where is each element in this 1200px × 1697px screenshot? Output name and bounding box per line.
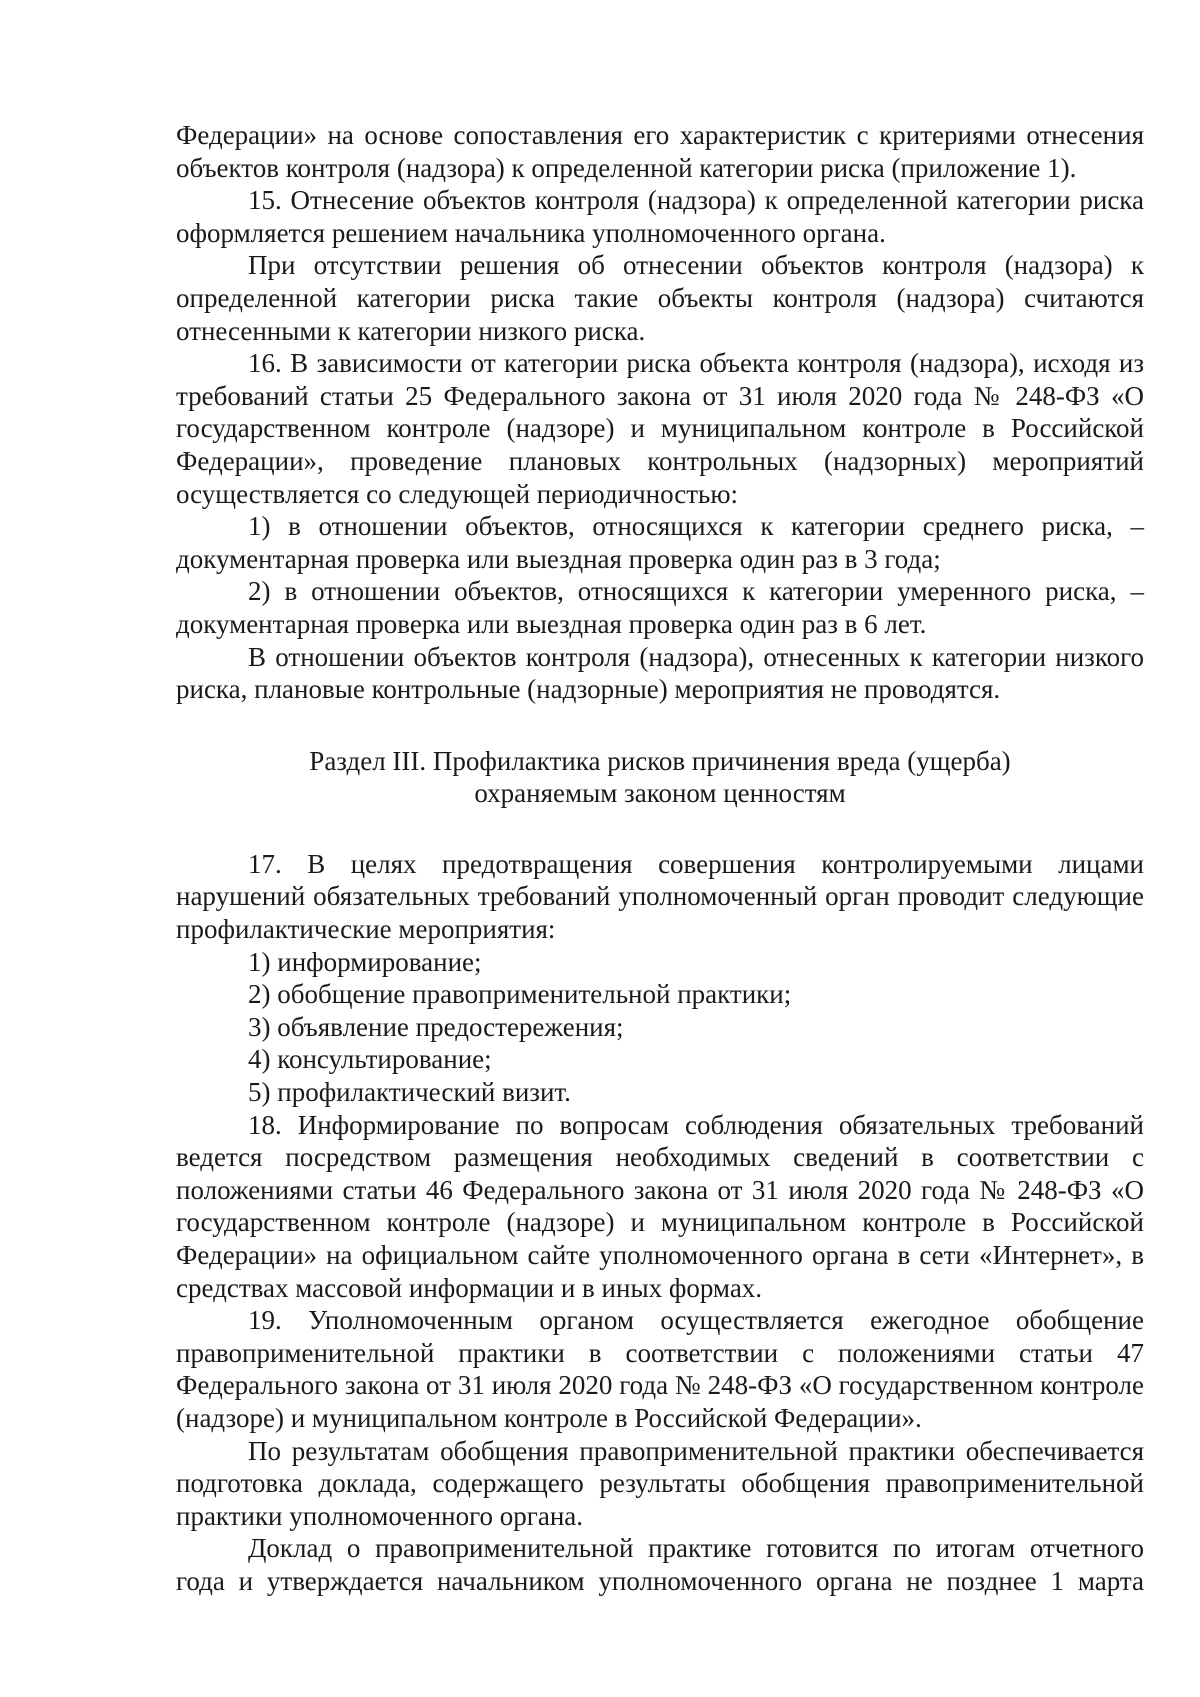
list-item-moderate-risk: 2) в отношении объектов, относящихся к категории умеренного риска, – документарная проверка или выездная проверка один раз в 6 лет. [176, 576, 1144, 639]
paragraph-item-19: 19. Уполномоченным органом осуществляется ежегодное обобщение правоприменительной практики в соответствии с положениями статьи 47 Федерального закона от 31 июля 2020 года № 248-ФЗ «О государственном контроле (надзоре) и муниципальном контроле в Российской Федерации». [176, 1305, 1144, 1433]
paragraph-report-deadline: Доклад о правоприменительной практике готовится по итогам отчетного года и утверждается начальником уполномоченного органа не позднее 1 марта [176, 1533, 1144, 1596]
paragraph-item-15: 15. Отнесение объектов контроля (надзора) к определенной категории риска оформляется решением начальника уполномоченного органа. [176, 185, 1144, 248]
list-item-informing: 1) информирование; [248, 946, 482, 977]
list-item-generalization: 2) обобщение правоприменительной практики; [248, 979, 792, 1010]
paragraph-report-preparation: По результатам обобщения правоприменительной практики обеспечивается подготовка доклада, содержащего результаты обобщения правоприменительной практики уполномоченного органа. [176, 1435, 1144, 1531]
list-item-medium-risk: 1) в отношении объектов, относящихся к категории среднего риска, – документарная проверка или выездная проверка один раз в 3 года; [176, 511, 1144, 574]
section-heading-line-1: Раздел III. Профилактика рисков причинения вреда (ущерба) [309, 745, 1011, 776]
section-heading-line-2: охраняемым законом ценностям [474, 778, 846, 809]
list-item-preventive-visit: 5) профилактический визит. [248, 1077, 571, 1108]
list-item-consulting: 4) консультирование; [248, 1044, 492, 1075]
document-body [176, 119, 1144, 1598]
paragraph-item-18: 18. Информирование по вопросам соблюдения обязательных требований ведется посредством размещения необходимых сведений в соответствии с положениями статьи 46 Федерального закона от 31 июля 2020 года № 248-ФЗ «О государственном контроле (надзоре) и муниципальном контроле в Российской Федерации» на официальном сайте уполномоченного органа в сети «Интернет», в средствах массовой информации и в иных формах. [176, 1109, 1144, 1303]
paragraph-item-17: 17. В целях предотвращения совершения контролируемыми лицами нарушений обязательных требований уполномоченный орган проводит следующие профилактические мероприятия: [176, 848, 1144, 945]
paragraph-no-decision: При отсутствии решения об отнесении объектов контроля (надзора) к определенной категории риска такие объекты контроля (надзора) считаются отнесенными к категории низкого риска. [176, 250, 1144, 346]
section-heading [176, 745, 1144, 810]
paragraph-continuation: Федерации» на основе сопоставления его характеристик с критериями отнесения объектов контроля (надзора) к определенной категории риска (приложение 1). [176, 120, 1144, 183]
list-item-warning: 3) объявление предостережения; [248, 1011, 624, 1042]
paragraph-low-risk: В отношении объектов контроля (надзора), отнесенных к категории низкого риска, плановые контрольные (надзорные) мероприятия не проводятся. [176, 641, 1144, 705]
paragraph-item-16: 16. В зависимости от категории риска объекта контроля (надзора), исходя из требований статьи 25 Федерального закона от 31 июля 2020 года № 248-ФЗ «О государственном контроле (надзоре) и муниципальном контроле в Российской Федерации», проведение плановых контрольных (надзорных) мероприятий осуществляется со следующей периодичностью: [176, 348, 1144, 509]
